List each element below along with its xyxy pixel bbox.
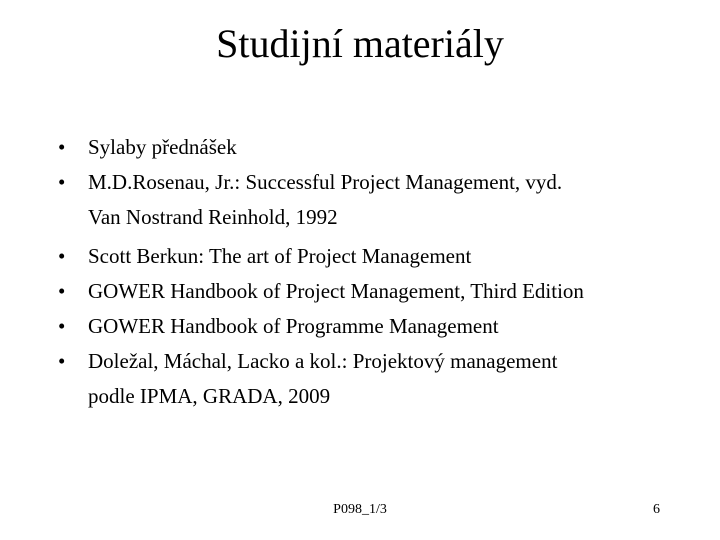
list-item-line: GOWER Handbook of Project Management, Third Edition	[88, 279, 584, 303]
reference-list	[58, 130, 698, 414]
slide-title: Studijní materiály	[216, 21, 504, 66]
list-item-line: M.D.Rosenau, Jr.: Successful Project Management, vyd.	[88, 170, 563, 194]
list-item-text	[88, 165, 698, 235]
list-item	[58, 309, 698, 344]
bullet-icon: •	[58, 170, 66, 194]
list-item-text	[88, 344, 698, 414]
list-item-line: Van Nostrand Reinhold, 1992	[88, 205, 338, 229]
bullet-icon: •	[58, 244, 66, 268]
bullet-icon: •	[58, 349, 66, 373]
list-item-line: podle IPMA, GRADA, 2009	[88, 384, 331, 408]
bullet-icon: •	[58, 314, 66, 338]
list-item-text	[88, 239, 698, 274]
list-item-text	[88, 309, 698, 344]
footer-code: P098_1/3	[333, 502, 387, 517]
list-item-line: Sylaby přednášek	[88, 135, 237, 159]
list-item	[58, 130, 698, 165]
list-item	[58, 274, 698, 309]
list-item	[58, 239, 698, 274]
page-number: 6	[653, 502, 660, 517]
list-item	[58, 344, 698, 414]
list-item	[58, 165, 698, 235]
list-item-line: Scott Berkun: The art of Project Management	[88, 244, 472, 268]
bullet-icon: •	[58, 279, 66, 303]
list-item-line: GOWER Handbook of Programme Management	[88, 314, 499, 338]
list-item-text	[88, 274, 698, 309]
list-item-text	[88, 130, 698, 165]
list-item-line: Doležal, Máchal, Lacko a kol.: Projektový management	[88, 349, 558, 373]
bullet-icon: •	[58, 135, 66, 159]
